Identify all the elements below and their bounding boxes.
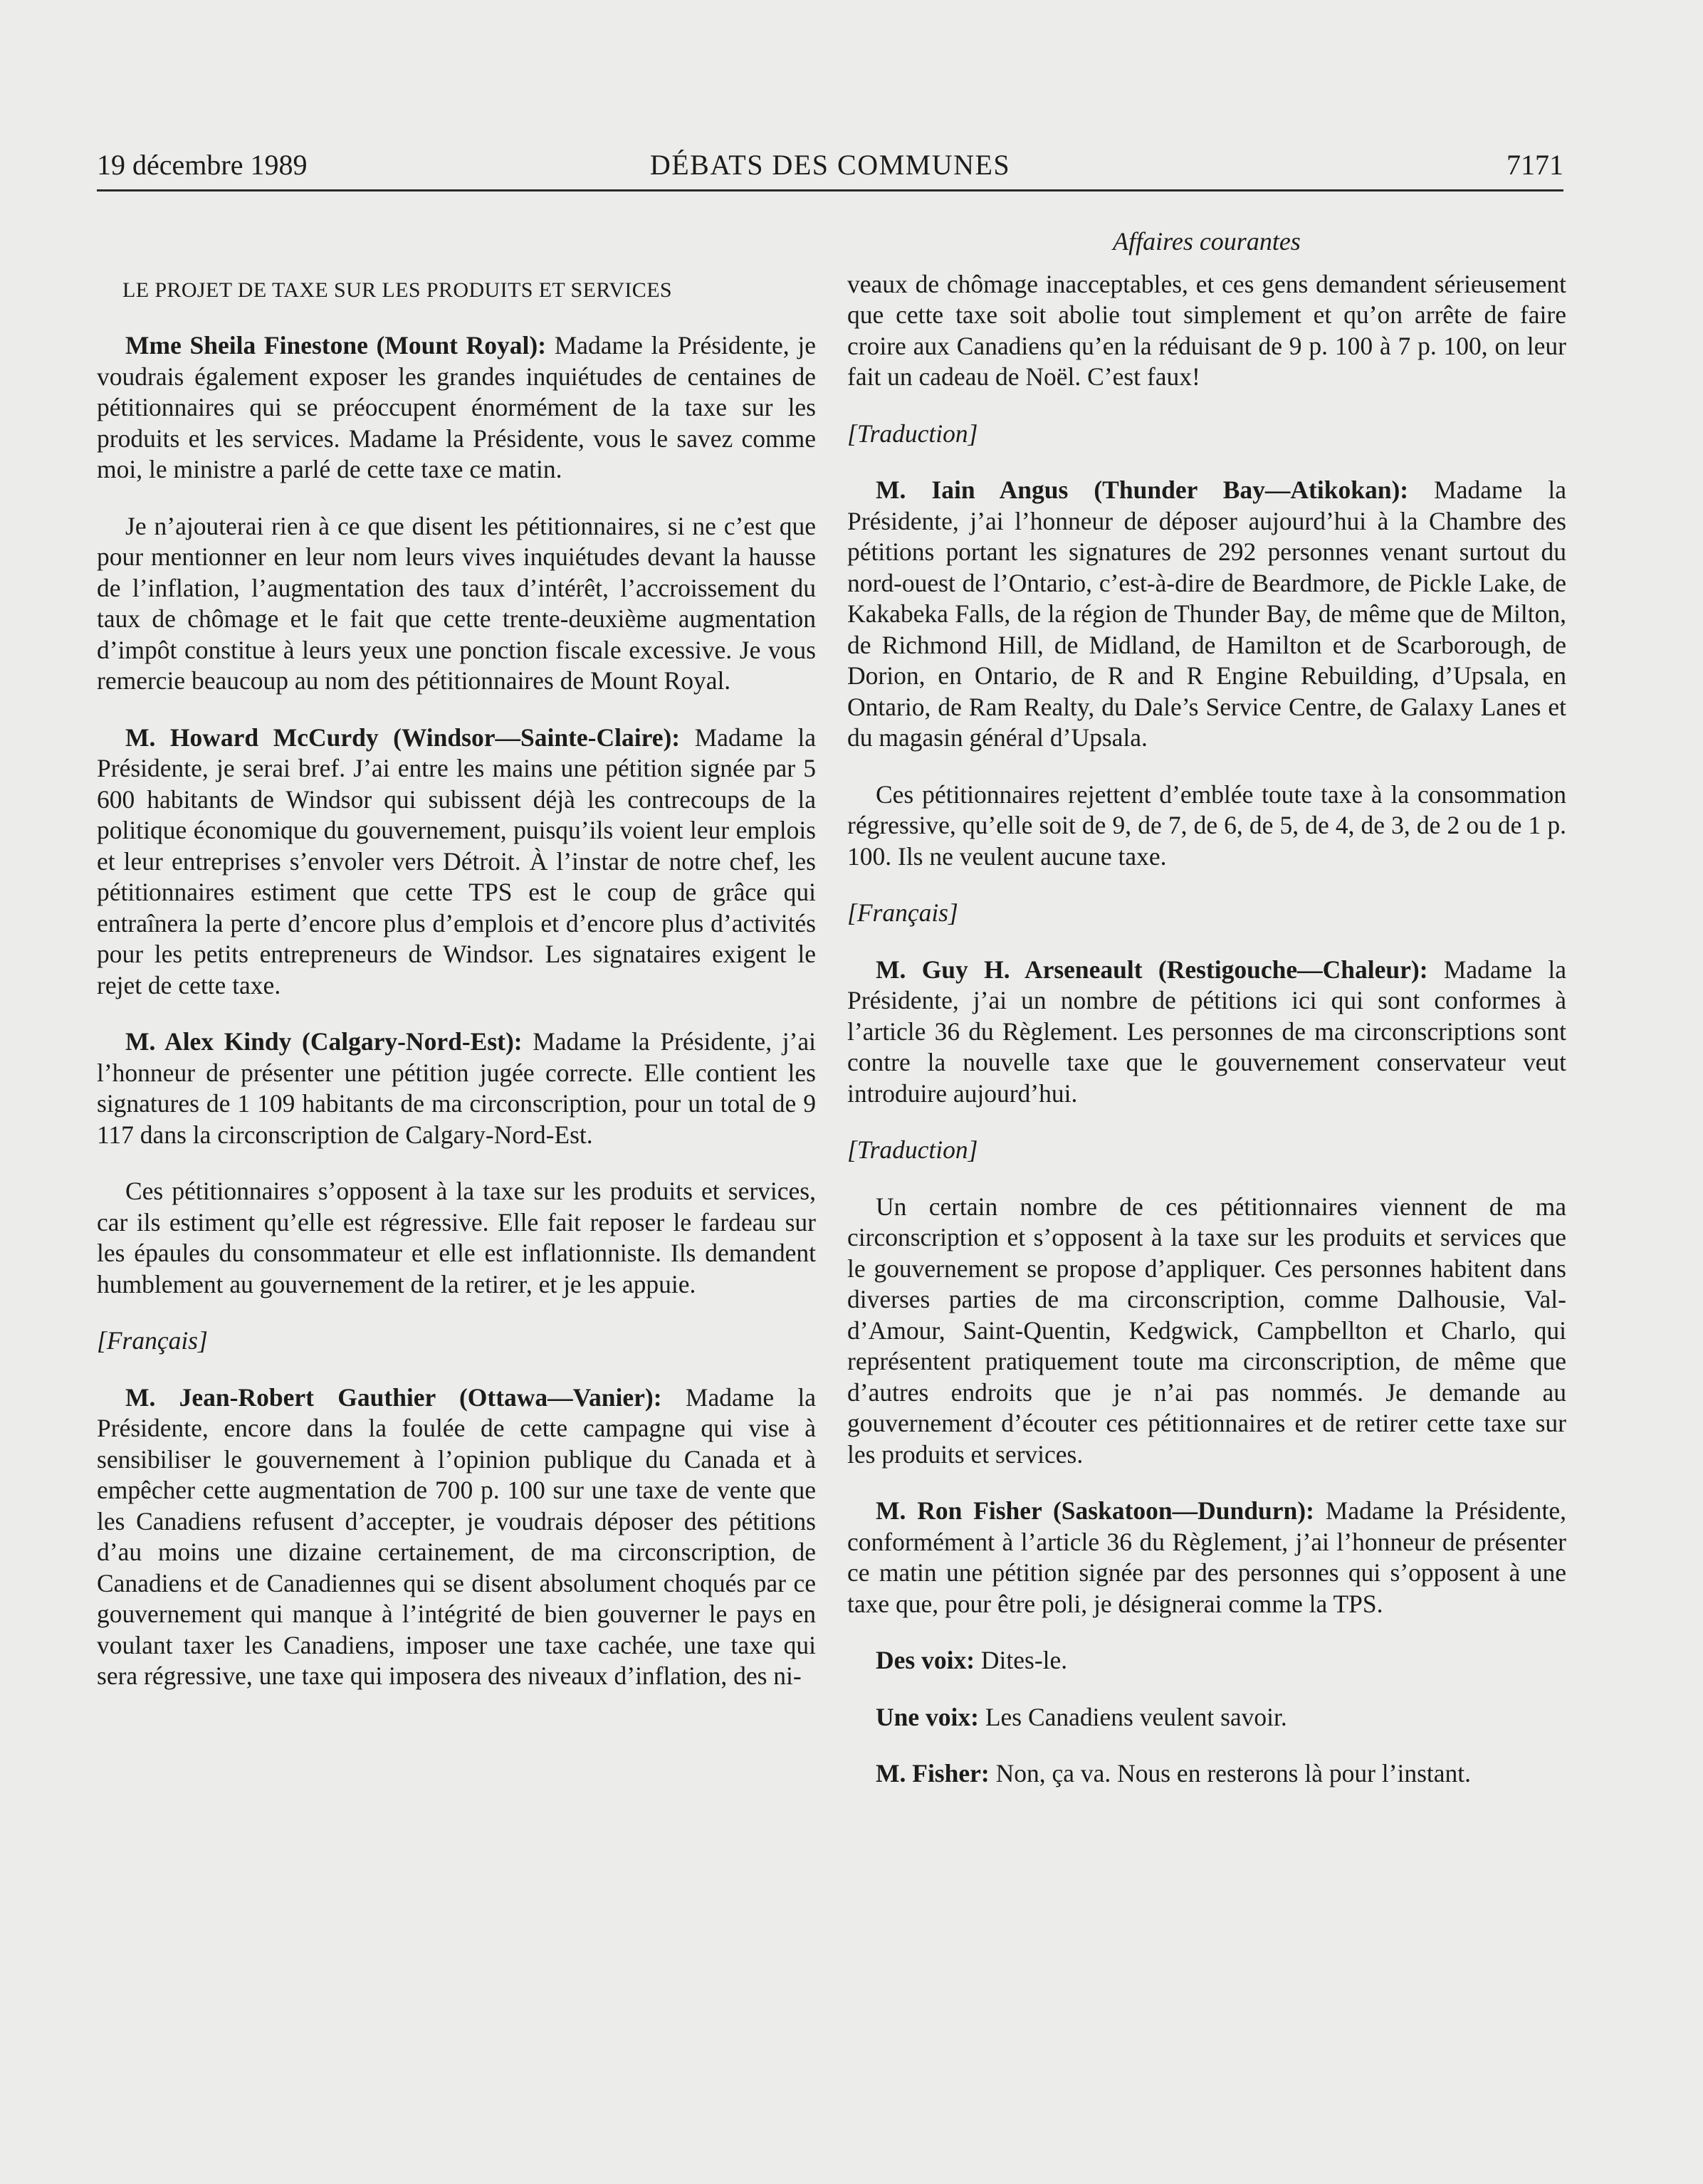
- paragraph-une-voix: [847, 1702, 1566, 1733]
- header-page-number: 7171: [1506, 149, 1563, 181]
- paragraph-gauthier-cont: [847, 269, 1566, 393]
- paragraph-arseneault-cont: [847, 1192, 1566, 1471]
- speaker-name: Mme Sheila Finestone (Mount Royal):: [125, 331, 547, 359]
- speaker-name: M. Iain Angus (Thunder Bay—Atikokan):: [876, 476, 1409, 504]
- speech-text: Madame la Présidente, encore dans la foulée de cette campagne qui vise à sensibiliser le gouvernement à l’opinion publique du Canada et à empêcher cette augmentation de 700 p. 100 sur une taxe de vente que les Canadiens refusent d’accepter, je voudrais déposer des pétitions d’au moins une dizaine certainement, de ma circonscription, de Canadiens et de Canadiennes qui se disent absolument choqués par ce gouvernement qui manque à l’intégrité de bien gouverner le pays en voulant taxer les Canadiens, imposer une taxe cachée, une taxe qui sera régressive, une taxe qui imposera des niveaux d’inflation, des ni-: [97, 1382, 816, 1690]
- speaker-name: M. Jean-Robert Gauthier (Ottawa—Vanier):: [125, 1382, 662, 1412]
- speech-text: Madame la Présidente, j’ai un nombre de pétitions ici qui sont conformes à l’article 36 du Règlement. Les personnes de ma circonscriptions sont contre la nouvelle taxe que le gouvernement conservateur veut introduire aujourd’hui.: [847, 955, 1566, 1108]
- speaker-name: M. Guy H. Arseneault (Restigouche—Chaleur):: [876, 955, 1428, 984]
- speech-text: Madame la Présidente, j’ai l’honneur de déposer aujourd’hui à la Chambre des pétitions portant les signatures de 292 personnes venant surtout du nord-ouest de l’Ontario, c’est-à-dire de Beardmore, de Pickle Lake, de Kakabeka Falls, de la région de Thunder Bay, de même que de Milton, de Richmond Hill, de Midland, de Hamilton et de Scarborough, de Dorion, en Ontario, de R and R Engine Rebuilding, d’Upsala, en Ontario, de Ram Realty, du Dale’s Service Centre, de Galaxy Lanes et du magasin général d’Upsala.: [847, 476, 1566, 752]
- paragraph-fisher-reply: [847, 1758, 1566, 1790]
- speech-text: Je n’ajouterai rien à ce que disent les pétitionnaires, si ne c’est que pour mentionner en leur nom leurs vives inquiétudes devant la hausse de l’inflation, l’augmentation des taux d’intérêt, l’accroissement du taux de chômage et le fait que cette trente-deuxième augmentation d’impôt constitue à leurs yeux une ponction fiscale excessive. Je vous remercie beaucoup au nom des pétitionnaires de Mount Royal.: [97, 511, 816, 695]
- speech-text: Ces pétitionnaires rejettent d’emblée toute taxe à la consommation régressive, qu’elle soit de 9, de 7, de 6, de 5, de 4, de 3, de 2 ou de 1 p. 100. Ils ne veulent aucune taxe.: [847, 779, 1566, 871]
- speaker-name: M. Alex Kindy (Calgary-Nord-Est):: [125, 1027, 523, 1056]
- page-header: [97, 142, 1563, 188]
- language-tag: [Français]: [847, 898, 958, 927]
- paragraph-kindy-cont: [97, 1176, 816, 1300]
- paragraph-angus-cont: [847, 779, 1566, 873]
- speaker-name: M. Howard McCurdy (Windsor—Sainte-Claire):: [125, 723, 681, 752]
- speech-text: veaux de chômage inacceptables, et ces gens demandent sérieusement que cette taxe soit abolie tout simplement et qu’on arrête de faire croire aux Canadiens qu’en la réduisant de 9 p. 100 à 7 p. 100, on leur fait un cadeau de Noël. C’est faux!: [847, 269, 1566, 391]
- speech-text: Les Canadiens veulent savoir.: [978, 1702, 1287, 1731]
- speaker-name: M. Ron Fisher (Saskatoon—Dundurn):: [876, 1496, 1314, 1525]
- paragraph-des-voix: [847, 1645, 1566, 1676]
- paragraph-angus: [847, 475, 1566, 754]
- speaker-name: M. Fisher:: [876, 1759, 990, 1787]
- header-date: 19 décembre 1989: [97, 149, 308, 181]
- paragraph-mccurdy: [97, 723, 816, 1002]
- speech-text: Un certain nombre de ces pétitionnaires viennent de ma circonscription et s’opposent à la taxe sur les produits et services que le gouvernement se propose d’appliquer. Ces personnes habitent dans diverses parties de ma circonscription, comme Dalhousie, Val-d’Amour, Saint-Quentin, Kedgwick, Campbellton et Charlo, qui représentent pratiquement toute ma circonscription, de même que d’autres endroits que je n’ai pas nommés. Je demande au gouvernement d’écouter ces pétitionnaires et de retirer cette taxe sur les produits et services.: [847, 1192, 1566, 1469]
- speech-text: Dites-le.: [975, 1646, 1068, 1674]
- speech-text: Madame la Présidente, j’ai l’honneur de présenter une pétition jugée correcte. Elle contient les signatures de 1 109 habitants de ma circonscription, pour un total de 9 117 dans la circonscription de Calgary-Nord-Est.: [97, 1027, 817, 1149]
- right-column: [847, 214, 1566, 2064]
- speaker-name: Des voix:: [876, 1646, 975, 1674]
- language-tag: [Traduction]: [847, 1135, 978, 1164]
- speech-text: Ces pétitionnaires s’opposent à la taxe sur les produits et services, car ils estiment qu’elle est régressive. Elle fait reposer le fardeau sur les épaules du consommateur et elle est inflationniste. Ils demandent humblement au gouvernement de la retirer, et je les appuie.: [97, 1177, 816, 1298]
- paragraph-finestone: [97, 330, 816, 485]
- speech-text: Madame la Présidente, conformément à l’article 36 du Règlement, j’ai l’honneur de présenter ce matin une pétition signée par des personnes qui s’opposent à une taxe que, pour être poli, je désignerai comme la TPS.: [847, 1496, 1566, 1618]
- language-tag: [Traduction]: [847, 419, 978, 448]
- header-title: DÉBATS DES COMMUNES: [649, 149, 1011, 181]
- speech-text: Non, ça va. Nous en resterons là pour l’instant.: [989, 1759, 1472, 1787]
- paragraph-fisher: [847, 1496, 1566, 1619]
- section-title: LE PROJET DE TAXE SUR LES PRODUITS ET SERVICES: [122, 278, 673, 302]
- speech-text: Madame la Présidente, je voudrais également exposer les grandes inquiétudes de centaines de pétitionnaires qui se préoccupent énormément de la taxe sur les produits et les services. Madame la Présidente, vous le savez comme moi, le ministre a parlé de cette taxe ce matin.: [97, 331, 816, 483]
- left-column: [97, 214, 816, 2064]
- paragraph-gauthier: [97, 1382, 816, 1692]
- language-tag: [Français]: [97, 1326, 208, 1355]
- paragraph-arseneault: [847, 955, 1566, 1110]
- header-rule: [97, 189, 1563, 191]
- paragraph-kindy: [97, 1027, 816, 1150]
- paragraph-finestone-cont: [97, 511, 816, 697]
- speaker-name: Une voix:: [876, 1702, 979, 1731]
- running-head: Affaires courantes: [1113, 227, 1301, 256]
- speech-text: Madame la Présidente, je serai bref. J’ai entre les mains une pétition signée par 5 600 habitants de Windsor qui subissent déjà les contrecoups de la politique économique du gouvernement, puisqu’ils voient leur emplois et leur entreprises s’envoler vers Détroit. À l’instar de notre chef, les pétitionnaires estiment que cette TPS est le coup de grâce qui entraînera la perte d’encore plus d’emplois et d’encore plus d’activités pour les petits entrepreneurs de Windsor. Les signataires exigent le rejet de cette taxe.: [97, 723, 816, 999]
